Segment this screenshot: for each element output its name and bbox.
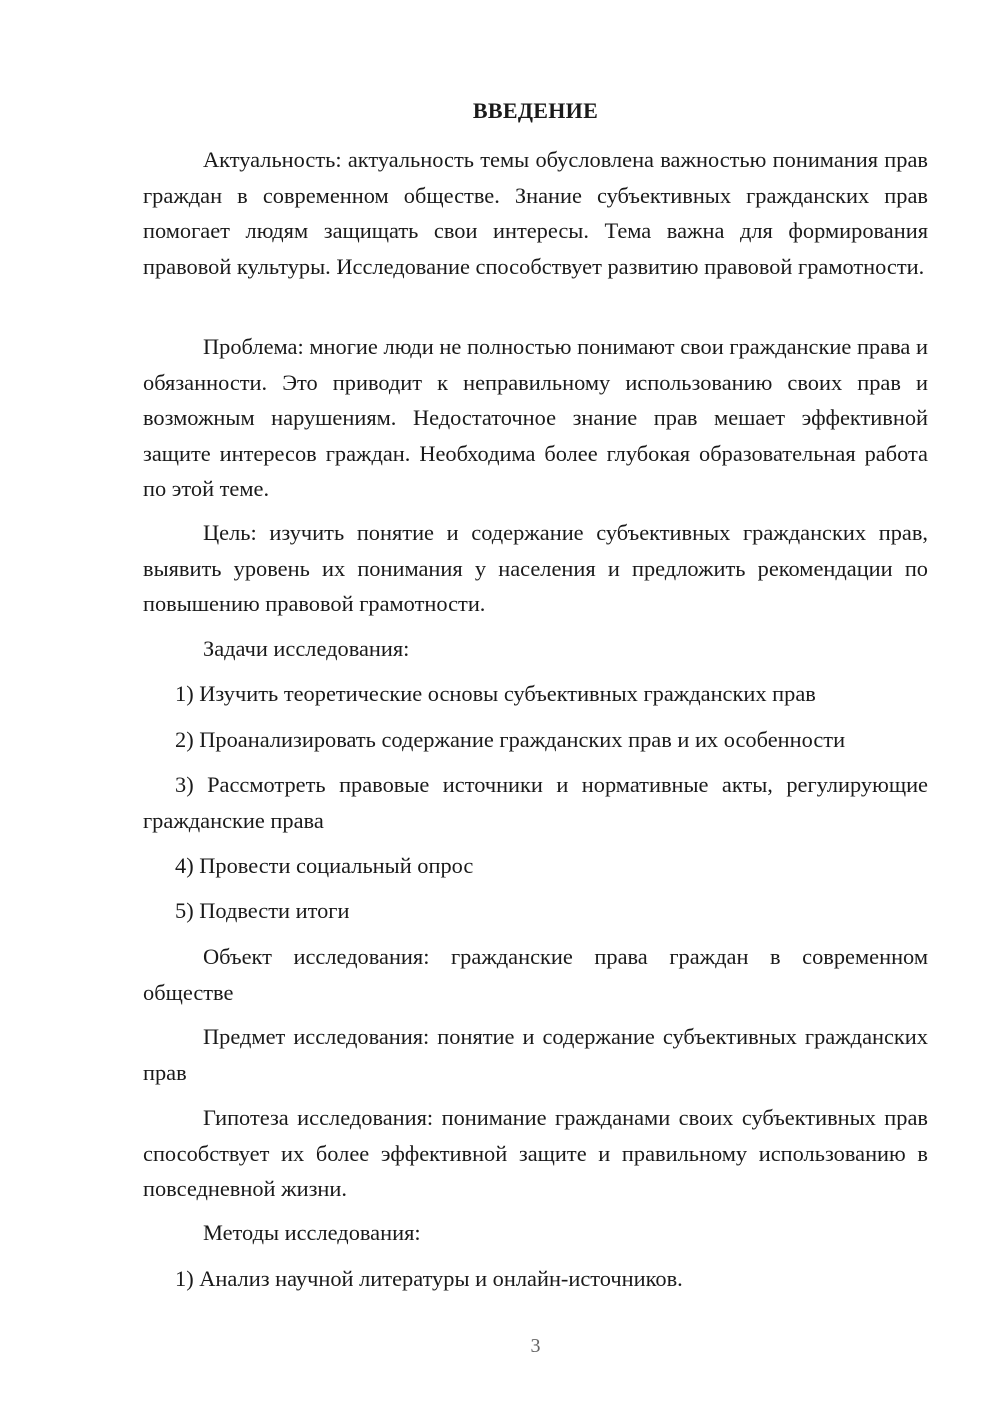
paragraph-relevance: Актуальность: актуальность темы обусловлена важностью понимания прав граждан в современном обществе. Знание субъективных гражданских прав помогает людям защищать свои интересы. Тема важна для формирования правовой культуры. Исследование способствует развитию правовой грамотности.	[143, 147, 928, 279]
paragraph-tasks-heading: Задачи исследования:	[203, 636, 410, 661]
list-item-task-5: 5) Подвести итоги	[175, 898, 350, 923]
paragraph-hypothesis: Гипотеза исследования: понимание гражданами своих субъективных прав способствует их более эффективной защите и правильному использованию в повседневной жизни.	[143, 1105, 928, 1201]
paragraph-methods-heading: Методы исследования:	[203, 1220, 421, 1245]
list-item-task-3: 3) Рассмотреть правовые источники и нормативные акты, регулирующие гражданские права	[143, 772, 928, 833]
list-item-task-1: 1) Изучить теоретические основы субъективных гражданских прав	[175, 681, 816, 706]
section-heading: ВВЕДЕНИЕ	[472, 98, 599, 123]
document-page	[143, 0, 928, 1414]
paragraph-goal: Цель: изучить понятие и содержание субъективных гражданских прав, выявить уровень их понимания у населения и предложить рекомендации по повышению правовой грамотности.	[143, 520, 928, 616]
paragraph-subject: Предмет исследования: понятие и содержание субъективных гражданских прав	[143, 1024, 928, 1085]
paragraph-problem: Проблема: многие люди не полностью понимают свои гражданские права и обязанности. Это приводит к неправильному использованию своих прав и возможным нарушениям. Недостаточное знание прав мешает эффективной защите интересов граждан. Необходима более глубокая образовательная работа по этой теме.	[143, 334, 928, 501]
list-item-task-2: 2) Проанализировать содержание гражданских прав и их особенности	[175, 727, 846, 752]
page-number: 3	[530, 1335, 541, 1357]
list-item-method-1: 1) Анализ научной литературы и онлайн-источников.	[175, 1266, 683, 1291]
list-item-task-4: 4) Провести социальный опрос	[175, 853, 474, 878]
paragraph-object: Объект исследования: гражданские права граждан в современном обществе	[143, 944, 928, 1005]
